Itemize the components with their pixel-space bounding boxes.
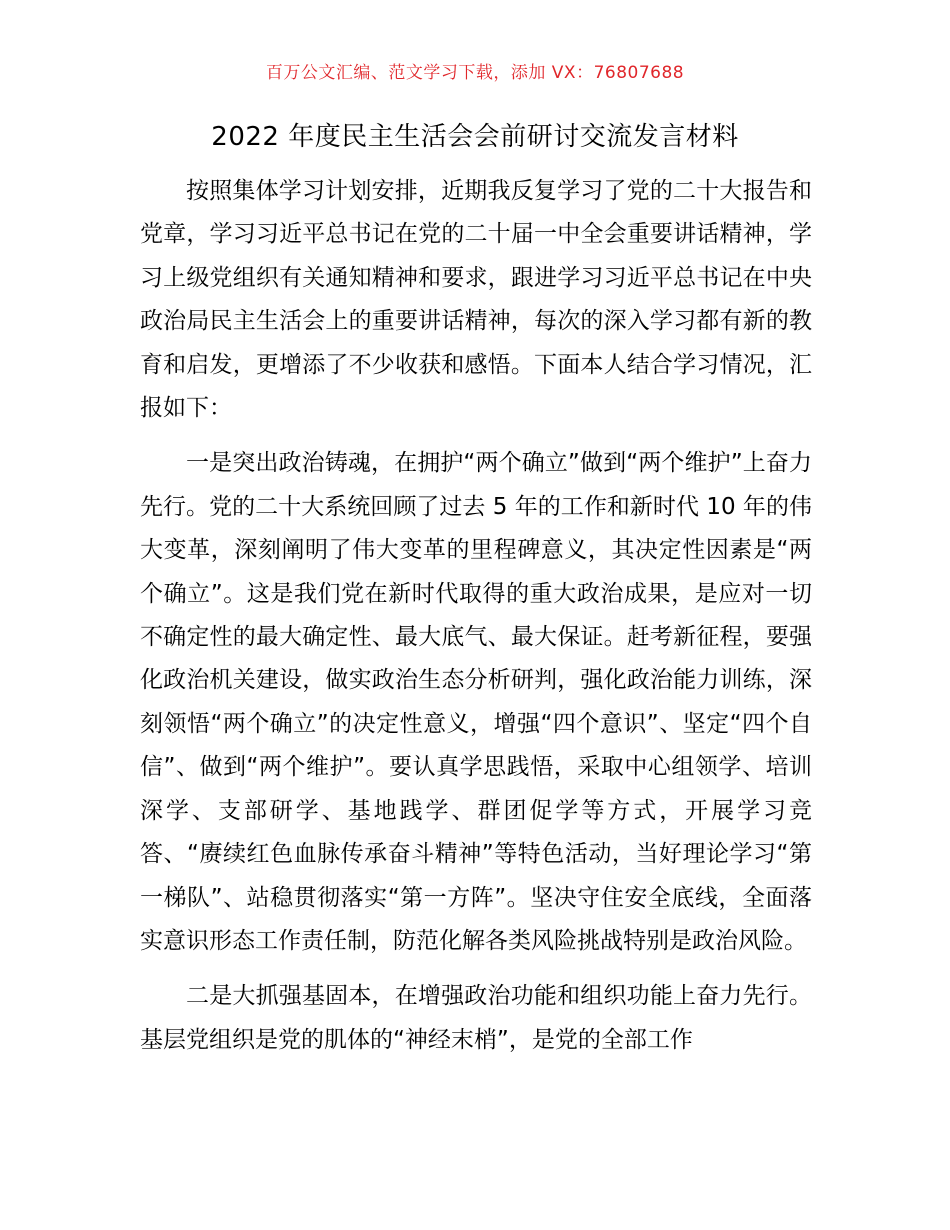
document-title: 2022 年度民主生活会会前研讨交流发言材料 xyxy=(211,122,739,152)
header-promo-note: 百万公文汇编、范文学习下载，添加 VX：76807688 xyxy=(265,63,685,83)
paragraph-intro: 按照集体学习计划安排，近期我反复学习了党的二十大报告和党章，学习习近平总书记在党的二十届一中全会重要讲话精神，学习上级党组织有关通知精神和要求，跟进学习习近平总书记在中央政治局民主生活会上的重要讲话精神，每次的深入学习都有新的教育和启发，更增添了不少收获和感悟。下面本人结合学习情况，汇报如下： xyxy=(140,178,812,422)
paragraph-point-one: 一是突出政治铸魂，在拥护“两个确立”做到“两个维护”上奋力先行。党的二十大系统回顾了过去 5 年的工作和新时代 10 年的伟大变革，深刻阐明了伟大变革的里程碑意义，其决定性因素是“两个确立”。这是我们党在新时代取得的重大政治成果，是应对一切不确定性的最大确定性、最大底气、最大保证。赶考新征程，要强化政治机关建设，做实政治生态分析研判，强化政治能力训练，深刻领悟“两个确立”的决定性意义，增强“四个意识”、坚定“四个自信”、做到“两个维护”。要认真学思践悟，采取中心组领学、培训深学、支部研学、基地践学、群团促学等方式，开展学习竞答、“赓续红色血脉传承奋斗精神”等特色活动，当好理论学习“第一梯队”、站稳贯彻落实“第一方阵”。坚决守住安全底线，全面落实意识形态工作责任制，防范化解各类风险挑战特别是政治风险。 xyxy=(140,450,812,954)
paragraph-point-two: 二是大抓强基固本，在增强政治功能和组织功能上奋力先行。基层党组织是党的肌体的“神经末梢”，是党的全部工作 xyxy=(140,983,812,1053)
document-body xyxy=(140,170,812,1062)
